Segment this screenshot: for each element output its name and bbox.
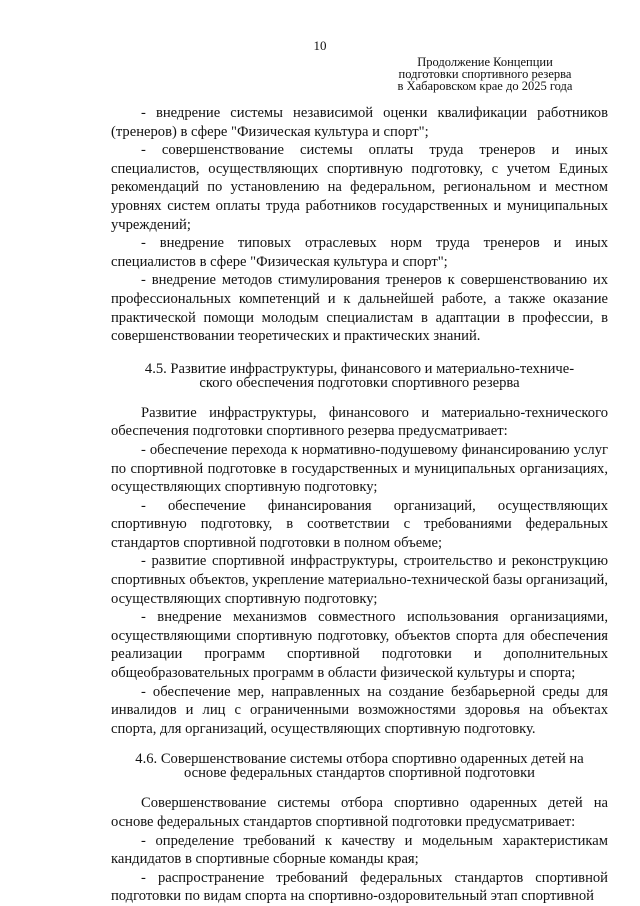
list-item: - развитие спортивной инфраструктуры, строительство и реконструкцию спортивных объектов, укрепление материально-технической базы организаций, осуществляющих спортивную подготовку; xyxy=(111,553,608,607)
list-item: - внедрение типовых отраслевых норм труда тренеров и иных специалистов в сфере "Физическая культура и спорт"; xyxy=(111,235,608,270)
list-item: - внедрение механизмов совместного использования организациями, осуществляющими спортивную подготовку, объектов спорта для обеспечения реализации программ спортивной подготовки и дополнительных общеобразовательных программ в области физической культуры и спорта; xyxy=(111,609,608,682)
paragraph: Развитие инфраструктуры, финансового и материально-технического обеспечения подготовки спортивного резерва предусматривает: xyxy=(111,404,608,440)
list-item: - распространение требований федеральных стандартов спортивной подготовки по видам спорта на спортивно-оздоровительный этап спортивной xyxy=(111,869,608,905)
list-item: - совершенствование системы оплаты труда тренеров и иных специалистов, осуществляющих спортивную подготовку, с учетом Единых рекомендаций по установлению на федеральном, региональном и местном уровнях систем оплаты труда работников государственных и муниципальных учреждений; xyxy=(111,142,608,233)
document-body xyxy=(111,104,608,906)
list-item: - внедрение методов стимулирования тренеров к совершенствованию их профессиональных компетенций и к дальнейшей работе, а также оказание практической помощи молодым специалистам в адаптации в профессии, в совершенствовании теоретических и практических знаний. xyxy=(111,272,608,345)
running-head-line-3: в Хабаровском крае до 2025 года xyxy=(397,79,573,93)
running-head-line-1: Продолжение Концепции xyxy=(417,55,553,69)
list-item: - определение требований к качеству и модельным характеристикам кандидатов в спортивные сборные команды края; xyxy=(111,832,608,868)
section-heading-line: основе федеральных стандартов спортивной подготовки xyxy=(183,765,535,782)
running-head xyxy=(370,56,600,92)
running-head-line-2: подготовки спортивного резерва xyxy=(398,67,572,81)
section-heading-line: 4.5. Развитие инфраструктуры, финансового и материально-техниче- xyxy=(144,360,575,377)
list-item: - внедрение системы независимой оценки квалификации работников (тренеров) в сфере "Физическая культура и спорт"; xyxy=(111,105,608,140)
section-heading-4-5 xyxy=(111,362,608,390)
page-number: 10 xyxy=(313,38,327,53)
list-item: - обеспечение финансирования организаций, осуществляющих спортивную подготовку, в соответствии с требованиями федеральных стандартов спортивной подготовки в полном объеме; xyxy=(111,497,608,551)
section-heading-4-6 xyxy=(111,752,608,780)
section-heading-line: 4.6. Совершенствование системы отбора спортивно одаренных детей на xyxy=(135,751,584,768)
list-item: - обеспечение мер, направленных на создание безбарьерной среды для инвалидов и лиц с ограниченными возможностями здоровья на объектах спорта, для организаций, осуществляющих спортивную подготовку. xyxy=(111,683,608,737)
section-heading-line: ского обеспечения подготовки спортивного резерва xyxy=(199,374,520,391)
paragraph: Совершенствование системы отбора спортивно одаренных детей на основе федеральных стандартов спортивной подготовки предусматривает: xyxy=(111,795,608,830)
list-item: - обеспечение перехода к нормативно-подушевому финансированию услуг по спортивной подготовке в государственных и муниципальных организациях, осуществляющих спортивную подготовку; xyxy=(111,441,608,496)
